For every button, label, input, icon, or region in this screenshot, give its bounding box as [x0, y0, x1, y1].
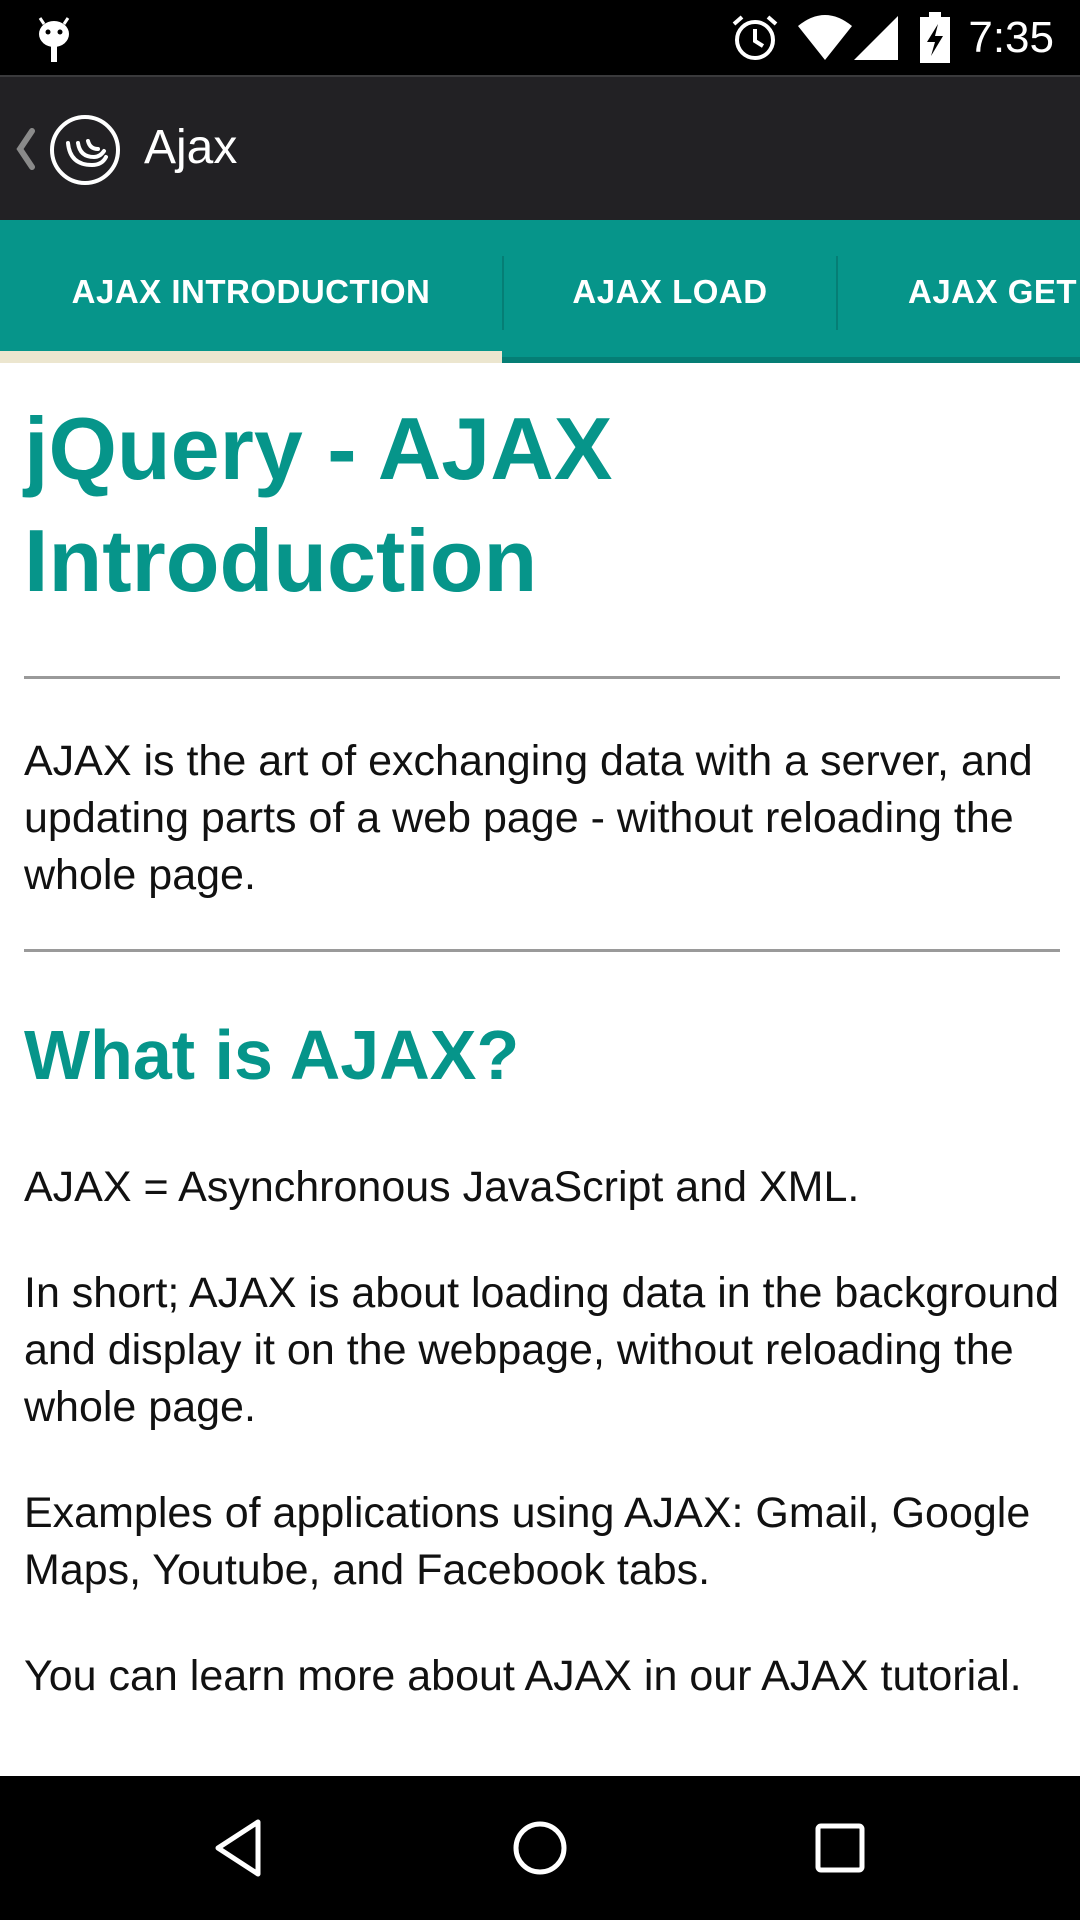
tab-label: AJAX LOAD — [572, 272, 768, 310]
battery-charging-icon — [918, 12, 952, 64]
back-triangle-icon[interactable] — [204, 1812, 276, 1884]
paragraph: In short; AJAX is about loading data in the background and display it on the webpage, without reloading the whole page. — [24, 1269, 1060, 1431]
back-chevron-icon[interactable] — [10, 121, 40, 177]
page-title: jQuery - AJAX Introduction — [24, 399, 613, 610]
debug-icon — [30, 12, 78, 64]
section-heading: What is AJAX? — [24, 1016, 520, 1094]
divider — [24, 676, 1060, 679]
home-circle-icon[interactable] — [504, 1812, 576, 1884]
app-title: Ajax — [144, 121, 238, 174]
selected-tab-indicator — [0, 351, 502, 363]
tab-label: AJAX INTRODUCTION — [71, 272, 431, 310]
action-bar — [0, 75, 1080, 220]
signal-icon — [852, 14, 900, 62]
intro-paragraph: AJAX is the art of exchanging data with a server, and updating parts of a web page - without reloading the whole page. — [24, 737, 1033, 899]
divider — [24, 949, 1060, 952]
tab-label: AJAX GET — [908, 272, 1078, 310]
tab-ajax-load[interactable] — [504, 220, 836, 363]
tab-bar — [0, 220, 1080, 363]
status-bar — [0, 0, 1080, 75]
paragraph: You can learn more about AJAX in our AJAX tutorial. — [24, 1652, 1022, 1700]
status-clock: 7:35 — [968, 13, 1054, 62]
navigation-bar — [0, 1776, 1080, 1920]
app-logo-icon[interactable] — [48, 113, 122, 187]
alarm-icon — [728, 12, 782, 64]
wifi-icon — [796, 14, 854, 62]
content-area[interactable] — [0, 363, 1080, 1776]
tab-ajax-introduction[interactable] — [0, 220, 502, 363]
paragraph: AJAX = Asynchronous JavaScript and XML. — [24, 1163, 860, 1211]
paragraph: Examples of applications using AJAX: Gmail, Google Maps, Youtube, and Facebook tabs. — [24, 1489, 1031, 1594]
tab-ajax-get[interactable] — [838, 220, 1080, 363]
recents-square-icon[interactable] — [804, 1812, 876, 1884]
